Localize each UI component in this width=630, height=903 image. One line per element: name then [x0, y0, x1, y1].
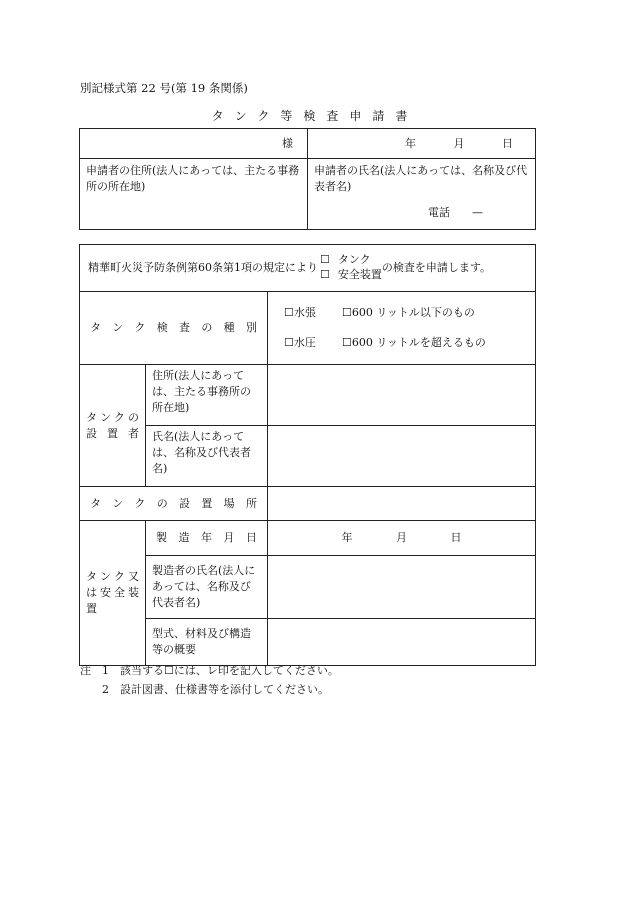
year-label: 年 [405, 136, 416, 150]
month-label: 月 [453, 136, 465, 150]
capacity-under-600-checkbox[interactable]: ☐600 リットル以下のもの [342, 306, 475, 319]
sama-label: 様 [282, 136, 293, 150]
day-label: 日 [450, 531, 462, 545]
phone-dash: — [472, 206, 483, 220]
installer-label-line1: タンクの [86, 410, 139, 424]
tank-checkbox-option[interactable] [320, 253, 382, 268]
device-group-label [80, 521, 146, 666]
note-item [80, 661, 339, 680]
applicant-name-field[interactable] [308, 159, 536, 230]
applicant-table [79, 128, 536, 230]
safety-device-checkbox-option[interactable] [320, 268, 382, 283]
installation-location-label: タンクの設置場所 [80, 487, 268, 521]
device-label-line2: は安全装 [86, 586, 139, 600]
tank-option-label: タンク [337, 253, 371, 267]
note-text: 設計図書、仕様書等を添付してください。 [120, 683, 329, 696]
document-title: タンク等検査申請書 [211, 109, 419, 123]
installer-address-field[interactable] [268, 365, 536, 426]
applicant-address-field[interactable] [80, 159, 308, 230]
note-number: 1 [102, 664, 109, 677]
month-label: 月 [396, 531, 407, 545]
form-number: 別記様式第 22 号(第 19 条関係) [80, 81, 248, 95]
target-options [320, 253, 382, 283]
capacity-over-600-checkbox[interactable]: ☐600 リットルを超えるもの [342, 336, 486, 349]
note-item [80, 680, 339, 699]
installation-location-field[interactable] [268, 487, 536, 521]
installer-label-line2: 設置者 [86, 426, 139, 440]
addressee-cell[interactable] [80, 129, 308, 159]
phone-line [428, 205, 483, 221]
intro-statement [80, 245, 536, 292]
manufacturer-field[interactable] [268, 556, 536, 619]
water-fill-checkbox[interactable]: ☐水張 [284, 306, 316, 319]
manufacturer-label: 製造者の氏名(法人にあっては、名称及び代表者名) [146, 556, 268, 619]
safety-device-option-label: 安全装置 [337, 268, 382, 281]
note-number: 2 [102, 683, 109, 696]
water-pressure-checkbox[interactable]: ☐水圧 [284, 336, 316, 349]
installer-group-label [80, 365, 146, 487]
manufacture-date-field[interactable] [268, 521, 536, 556]
day-label: 日 [502, 136, 513, 150]
intro-suffix: の検査を申請します。 [381, 261, 491, 275]
model-summary-label: 型式、材料及び構造等の概要 [146, 619, 268, 666]
phone-label: 電話 [428, 206, 450, 220]
checkbox-icon: ☐ [320, 268, 330, 281]
applicant-address-label: 申請者の住所(法人にあっては、主たる事務所の所在地) [86, 164, 300, 193]
intro-prefix: 精華町火災予防条例第60条第1項の規定により [88, 261, 318, 275]
notes-head: 注 [80, 664, 91, 677]
note-text: 該当する☐には、レ印を記入してください。 [120, 664, 339, 677]
manufacture-date-label: 製造年月日 [146, 521, 268, 556]
device-label-line1: タンク又 [86, 570, 139, 584]
checkbox-icon: ☐ [320, 253, 330, 267]
installer-name-field[interactable] [268, 426, 536, 487]
inspection-option-row [284, 298, 519, 328]
installer-name-label: 氏名(法人にあっては、名称及び代表者名) [146, 426, 268, 487]
inspection-table [79, 244, 536, 666]
model-summary-field[interactable] [268, 619, 536, 666]
notes [80, 661, 339, 699]
inspection-type-label: タンク検査の種別 [80, 292, 268, 365]
device-label-line3: 置 [86, 601, 97, 615]
application-date[interactable] [308, 129, 536, 159]
installer-address-label: 住所(法人にあっては、主たる事務所の所在地) [146, 365, 268, 426]
year-label: 年 [341, 531, 353, 545]
inspection-option-row [284, 328, 519, 358]
applicant-name-label: 申請者の氏名(法人にあっては、名称及び代表者名) [314, 164, 528, 193]
inspection-type-options [268, 292, 536, 365]
